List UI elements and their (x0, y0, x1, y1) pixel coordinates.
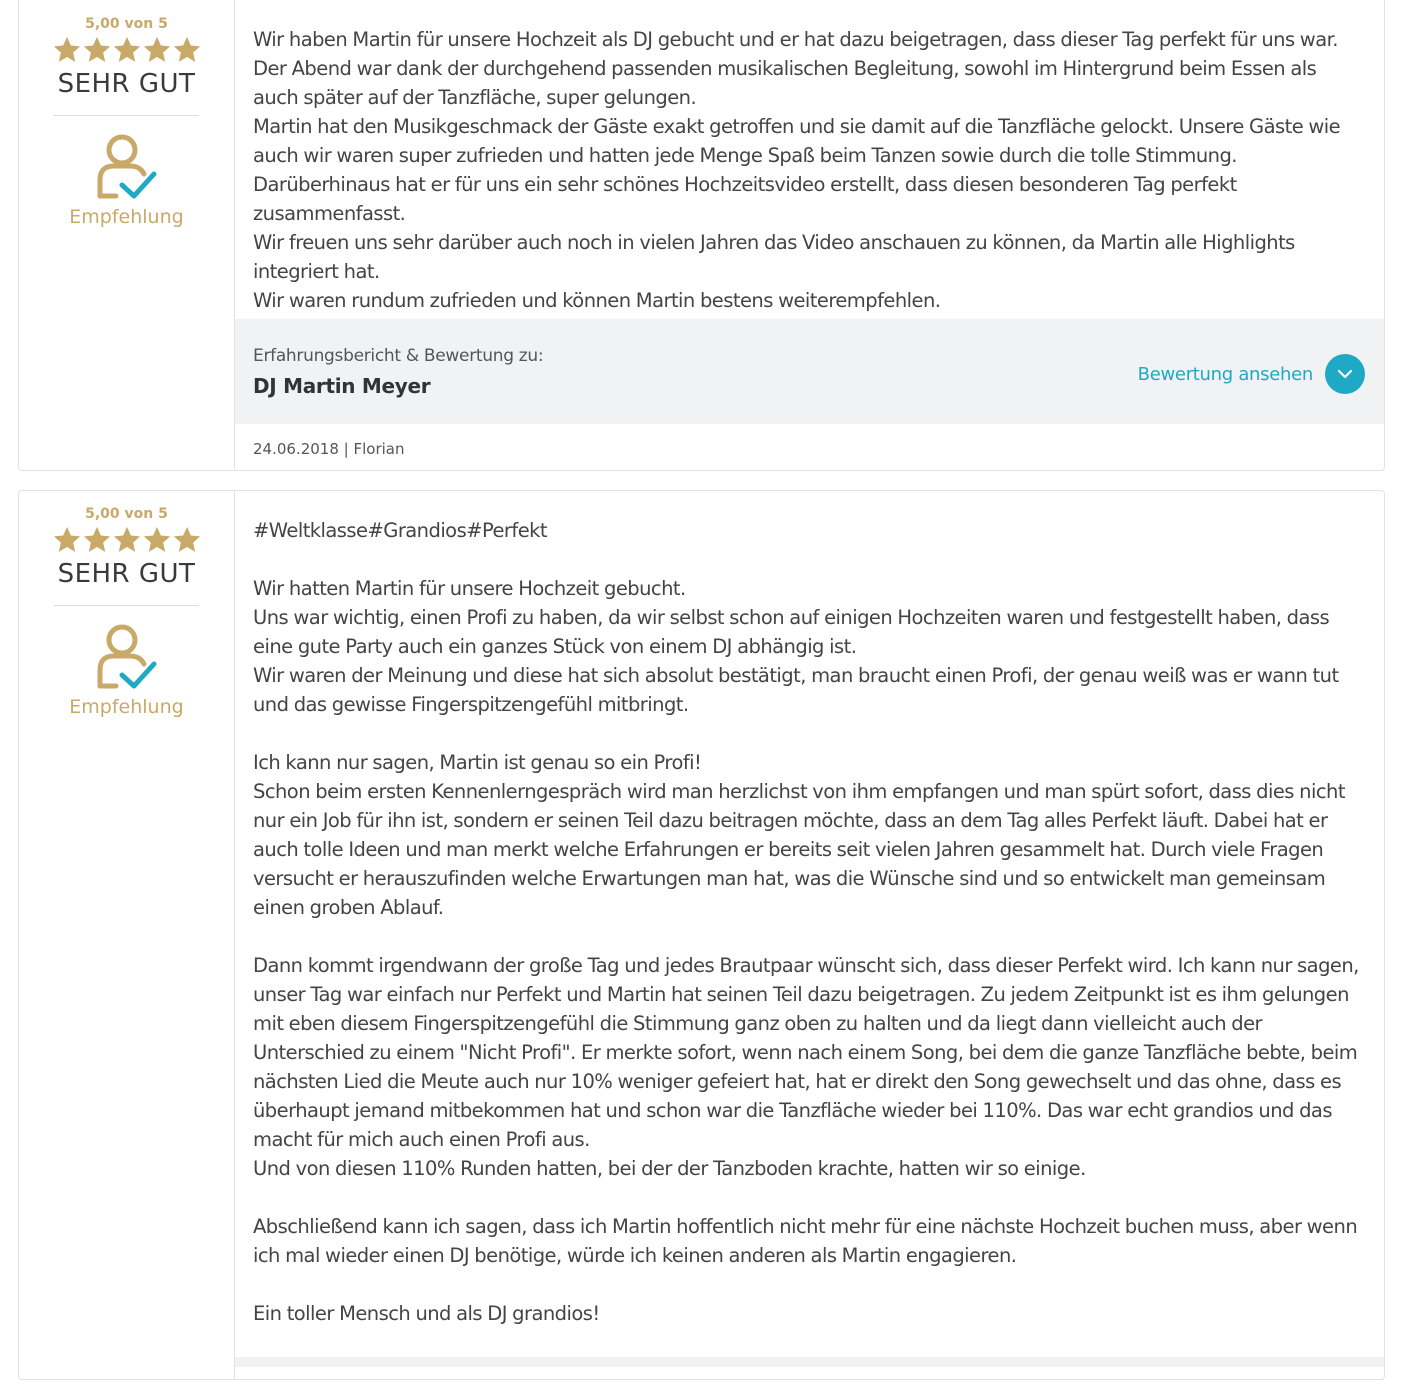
star-icon (52, 525, 82, 555)
star-icon (142, 525, 172, 555)
star-icon (172, 35, 202, 65)
rating-score: 5,00 von 5 (85, 16, 168, 32)
rating-label: SEHR GUT (57, 559, 196, 589)
chevron-down-icon (1336, 365, 1354, 383)
review-text: #Weltklasse#Grandios#Perfekt Wir hatten Martin für unsere Hochzeit gebucht. Uns war wichtig, einen Profi zu haben, da wir selbst schon auf einigen Hochzeiten waren und festgestellt haben, dass eine gute Party auch ein ganzes Stück von einem DJ abhängig ist. Wir waren der Meinung und diese hat sich absolut bestätigt, man braucht einen Profi, der genau weiß was er wann tut und das gewisse Fingerspitzengefühl mitbringt. Ich kann nur sagen, Martin ist genau so ein Profi! Schon beim ersten Kennenlerngespräch wird man herzlichst von ihm empfangen und man spürt sofort, dass dies nicht nur ein Job für ihn ist, sondern er seinen Teil dazu beitragen möchte, dass an dem Tag alles Perfekt läuft. Dabei hat er auch tolle Ideen und man merkt welche Erfahrungen er bereits seit vielen Jahren gesammelt hat. Durch viele Fragen versucht er herauszufinden welche Erwartungen man hat, was die Wünsche sind und so entwickelt man gemeinsam einen groben Ablauf. Dann kommt irgendwann der große Tag und jedes Brautpaar wünscht sich, dass dieser Perfekt wird. Ich kann nur sagen, unser Tag war einfach nur Perfekt und Martin hat seinen Teil dazu beigetragen. Zu jedem Zeitpunkt ist es ihm gelungen mit eben diesem Fingerspitzengefühl die Stimmung ganz oben zu halten und da liegt dann vielleicht auch der Unterschied zu einem "Nicht Profi". Er merkte sofort, wenn nach einem Song, bei dem die ganze Tanzfläche bebte, beim nächsten Lied die Meute auch nur 10% weniger gefeiert hat, hat er direkt den Song gewechselt und das ohne, dass es überhaupt jemand mitbekommen hat und schon war die Tanzfläche wieder bei 110%. Das war echt grandios und das macht für mich auch einen Profi aus. Und von diesen 110% Runden hatten, bei der der Tanzboden krachte, hatten wir so einige. Abschließend kann ich sagen, dass ich Martin hoffentlich nicht mehr für eine nächste Hochzeit buchen muss, aber wenn ich mal wieder einen DJ benötige, würde ich keinen anderen als Martin engagieren. Ein toller Mensch und als DJ grandios! (253, 519, 1359, 1325)
star-icon (82, 525, 112, 555)
review-target-name[interactable]: DJ Martin Meyer (253, 374, 431, 398)
divider (54, 115, 199, 116)
review-meta: 24.06.2018 | Florian (253, 440, 405, 458)
star-icon (82, 35, 112, 65)
star-icon (172, 525, 202, 555)
review-target-panel (235, 319, 1384, 424)
view-review-link[interactable] (1138, 354, 1365, 394)
recommendation-label: Empfehlung (69, 206, 184, 228)
star-icon (112, 525, 142, 555)
divider (54, 605, 199, 606)
view-review-label[interactable]: Bewertung ansehen (1137, 363, 1313, 385)
review-content (235, 0, 1384, 315)
rating-label: SEHR GUT (57, 69, 196, 99)
recommendation-label: Empfehlung (69, 696, 184, 718)
star-rating (19, 35, 234, 65)
rating-sidebar (19, 491, 235, 1379)
review-target-panel (235, 1357, 1384, 1367)
star-rating (19, 525, 234, 555)
review-content (235, 491, 1384, 1328)
star-icon (112, 35, 142, 65)
user-check-icon (92, 620, 162, 692)
review-target-label: Erfahrungsbericht & Bewertung zu: (253, 346, 544, 366)
view-review-button[interactable] (1325, 354, 1365, 394)
star-icon (52, 35, 82, 65)
user-check-icon (92, 130, 162, 202)
rating-score: 5,00 von 5 (85, 506, 168, 522)
review-card (18, 490, 1385, 1380)
star-icon (142, 35, 172, 65)
review-card (18, 0, 1385, 471)
review-text: Wir haben Martin für unsere Hochzeit als DJ gebucht und er hat dazu beigetragen, dass dieser Tag perfekt für uns war. Der Abend war dank der durchgehend passenden musikalischen Begleitung, sowohl im Hintergrund beim Essen als auch später auf der Tanzfläche, super gelungen. Martin hat den Musikgeschmack der Gäste exakt getroffen und sie damit auf die Tanzfläche gelockt. Unsere Gäste wie auch wir waren super zufrieden und hatten jede Menge Spaß beim Tanzen sowie durch die tolle Stimmung. Darüberhinaus hat er für uns ein sehr schönes Hochzeitsvideo erstellt, dass diesen besonderen Tag perfekt zusammenfasst. Wir freuen uns sehr darüber auch noch in vielen Jahren das Video anschauen zu können, da Martin alle Highlights integriert hat. Wir waren rundum zufrieden und können Martin bestens weiterempfehlen. (253, 28, 1341, 312)
rating-sidebar (19, 0, 235, 470)
